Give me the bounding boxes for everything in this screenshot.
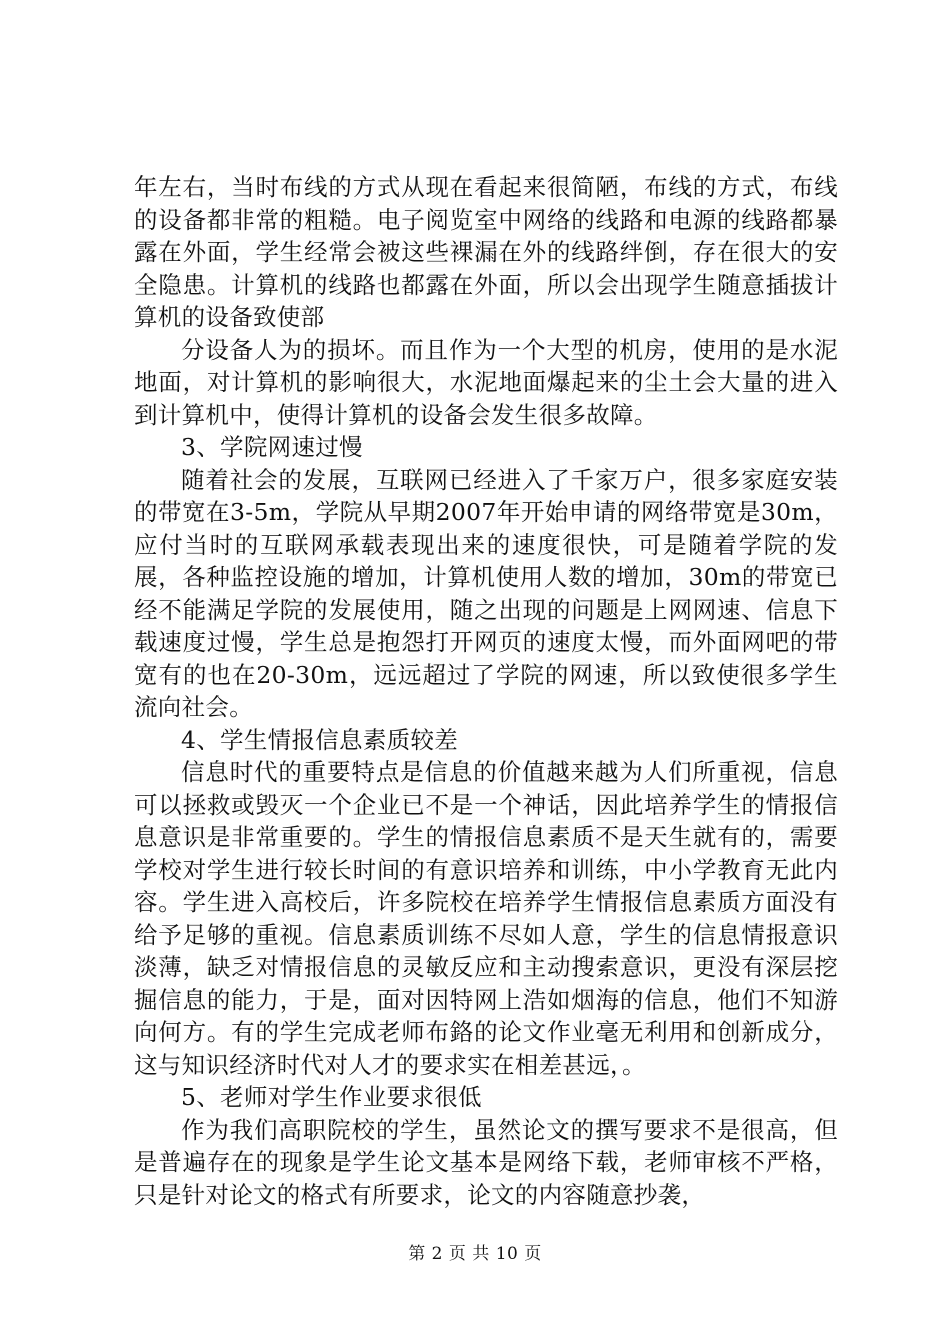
paragraph: 分设备人为的损坏。而且作为一个大型的机房，使用的是水泥地面，对计算机的影响很大，水泥地面爆起来的尘土会大量的进入到计算机中，使得计算机的设备会发生很多故障。: [134, 335, 838, 429]
page-number-footer: 第 2 页 共 10 页: [408, 1244, 542, 1264]
paragraph: 信息时代的重要特点是信息的价值越来越为人们所重视，信息可以拯救或毁灭一个企业已不是一个神话，因此培养学生的情报信息意识是非常重要的。学生的情报信息素质不是天生就有的，需要学校对学生进行较长时间的有意识培养和训练，中小学教育无此内容。学生进入高校后，许多院校在培养学生情报信息素质方面没有给予足够的重视。信息素质训练不尽如人意，学生的信息情报意识淡薄，缺乏对情报信息的灵敏反应和主动搜索意识，更没有深层挖掘信息的能力，于是，面对因特网上浩如烟海的信息，他们不知游向何方。有的学生完成老师布鉻的论文作业毫无利用和创新成分，这与知识经济时代对人才的要求实在相差甚远，。: [134, 758, 838, 1079]
paragraph: 随着社会的发展，互联网已经进入了千家万户，很多家庭安装的带宽在3-5m，学院从早期2007年开始申请的网络带宽是30m，应付当时的互联网承载表现出来的速度很快，可是随着学院的发展，各种监控设施的增加，计算机使用人数的增加，30m的带宽已经不能满足学院的发展使用，随之出现的问题是上网网速、信息下载速度过慢，学生总是抱怨打开网页的速度太慢，而外面网吧的带宽有的也在20-30m，远远超过了学院的网速，所以致使很多学生流向社会。: [134, 465, 838, 721]
section-heading-assignment-requirements: 5、老师对学生作业要求很低: [181, 1083, 482, 1111]
document-body: [134, 171, 838, 1211]
paragraph: 作为我们高职院校的学生，虽然论文的撰写要求不是很高，但是普遍存在的现象是学生论文基本是网络下载，老师审核不严格，只是针对论文的格式有所要求，论文的内容随意抄袭，: [134, 1115, 838, 1209]
paragraph-continued: 年左右，当时布线的方式从现在看起来很简陋，布线的方式，布线的设备都非常的粗糙。电子阅览室中网络的线路和电源的线路都暴露在外面，学生经常会被这些裸漏在外的线路绊倒，存在很大的安全隐患。计算机的线路也都露在外面，所以会出现学生随意插拔计算机的设备致使部: [134, 173, 838, 331]
section-heading-network-speed: 3、学院网速过慢: [181, 433, 363, 461]
section-heading-information-literacy: 4、学生情报信息素质较差: [181, 725, 459, 754]
